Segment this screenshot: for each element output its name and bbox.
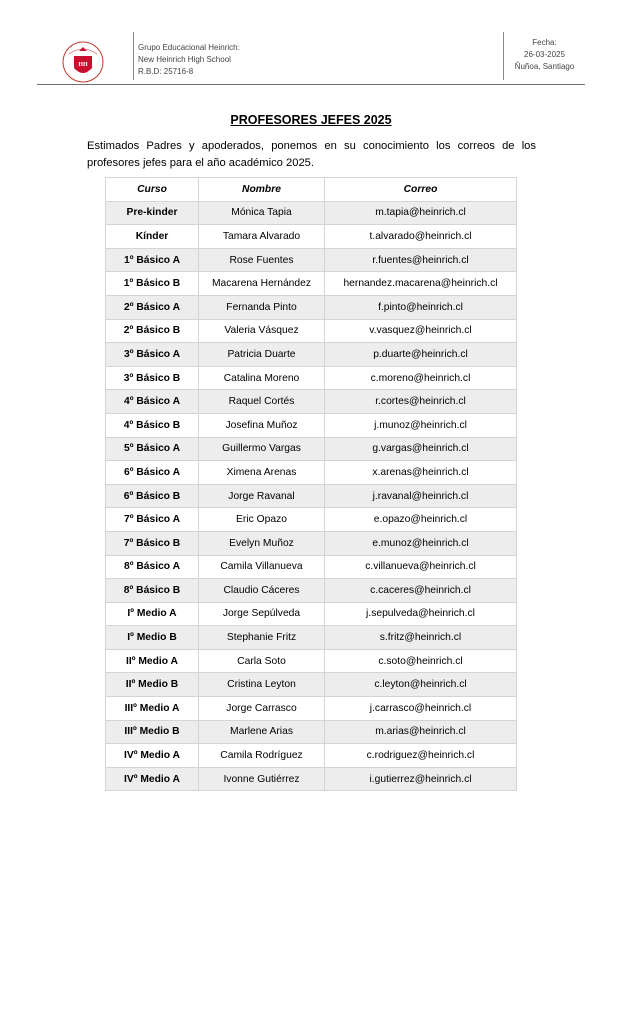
cell-curso: Pre-kinder bbox=[106, 201, 199, 225]
table-row bbox=[106, 649, 517, 673]
cell-correo: r.fuentes@heinrich.cl bbox=[325, 248, 517, 272]
cell-curso: 5º Básico A bbox=[106, 437, 199, 461]
cell-nombre: Evelyn Muñoz bbox=[199, 531, 325, 555]
table-row bbox=[106, 390, 517, 414]
table-row bbox=[106, 248, 517, 272]
cell-curso: IVº Medio A bbox=[106, 767, 199, 791]
table-row bbox=[106, 343, 517, 367]
table-row bbox=[106, 767, 517, 791]
cell-nombre: Raquel Cortés bbox=[199, 390, 325, 414]
svg-text:HH: HH bbox=[78, 62, 88, 68]
cell-curso: IIIº Medio A bbox=[106, 697, 199, 721]
cell-nombre: Fernanda Pinto bbox=[199, 295, 325, 319]
table-row bbox=[106, 461, 517, 485]
date-value: 26-03-2025 bbox=[524, 50, 565, 59]
cell-correo: v.vasquez@heinrich.cl bbox=[325, 319, 517, 343]
cell-curso: 1º Básico B bbox=[106, 272, 199, 296]
cell-nombre: Macarena Hernández bbox=[199, 272, 325, 296]
cell-nombre: Carla Soto bbox=[199, 649, 325, 673]
cell-curso: IVº Medio A bbox=[106, 744, 199, 768]
cell-nombre: Tamara Alvarado bbox=[199, 225, 325, 249]
cell-correo: c.soto@heinrich.cl bbox=[325, 649, 517, 673]
cell-nombre: Eric Opazo bbox=[199, 508, 325, 532]
cell-correo: c.leyton@heinrich.cl bbox=[325, 673, 517, 697]
cell-nombre: Marlene Arias bbox=[199, 720, 325, 744]
cell-nombre: Rose Fuentes bbox=[199, 248, 325, 272]
cell-correo: i.gutierrez@heinrich.cl bbox=[325, 767, 517, 791]
cell-nombre: Claudio Cáceres bbox=[199, 579, 325, 603]
cell-correo: f.pinto@heinrich.cl bbox=[325, 295, 517, 319]
cell-curso: Kínder bbox=[106, 225, 199, 249]
cell-curso: Iº Medio B bbox=[106, 626, 199, 650]
table-row bbox=[106, 555, 517, 579]
cell-curso: IIº Medio A bbox=[106, 649, 199, 673]
cell-correo: j.ravanal@heinrich.cl bbox=[325, 484, 517, 508]
cell-nombre: Jorge Ravanal bbox=[199, 484, 325, 508]
date-label: Fecha: bbox=[532, 38, 557, 47]
cell-nombre: Ivonne Gutiérrez bbox=[199, 767, 325, 791]
cell-nombre: Stephanie Fritz bbox=[199, 626, 325, 650]
cell-curso: 3º Básico B bbox=[106, 366, 199, 390]
table-row bbox=[106, 272, 517, 296]
cell-correo: j.carrasco@heinrich.cl bbox=[325, 697, 517, 721]
date-info bbox=[503, 32, 585, 80]
cell-curso: 6º Básico B bbox=[106, 484, 199, 508]
header-correo: Correo bbox=[325, 178, 517, 202]
document-header bbox=[37, 32, 585, 85]
cell-correo: p.duarte@heinrich.cl bbox=[325, 343, 517, 367]
table-row bbox=[106, 673, 517, 697]
page-title: PROFESORES JEFES 2025 bbox=[230, 113, 392, 127]
cell-correo: x.arenas@heinrich.cl bbox=[325, 461, 517, 485]
cell-nombre: Catalina Moreno bbox=[199, 366, 325, 390]
cell-curso: 2º Básico B bbox=[106, 319, 199, 343]
org-line-3: R.B.D: 25716-8 bbox=[138, 67, 194, 76]
cell-nombre: Ximena Arenas bbox=[199, 461, 325, 485]
header-nombre: Nombre bbox=[199, 178, 325, 202]
table-row bbox=[106, 531, 517, 555]
table-row bbox=[106, 366, 517, 390]
table-row bbox=[106, 626, 517, 650]
table-row bbox=[106, 484, 517, 508]
cell-curso: 6º Básico A bbox=[106, 461, 199, 485]
cell-nombre: Cristina Leyton bbox=[199, 673, 325, 697]
cell-nombre: Guillermo Vargas bbox=[199, 437, 325, 461]
org-line-1: Grupo Educacional Heinrich: bbox=[138, 43, 240, 52]
cell-curso: 2º Básico A bbox=[106, 295, 199, 319]
table-row bbox=[106, 508, 517, 532]
table-row bbox=[106, 319, 517, 343]
cell-correo: j.sepulveda@heinrich.cl bbox=[325, 602, 517, 626]
cell-correo: e.opazo@heinrich.cl bbox=[325, 508, 517, 532]
cell-correo: c.rodriguez@heinrich.cl bbox=[325, 744, 517, 768]
cell-nombre: Jorge Sepúlveda bbox=[199, 602, 325, 626]
location: Ñuñoa, Santiago bbox=[514, 62, 575, 71]
cell-curso: 8º Básico A bbox=[106, 555, 199, 579]
cell-correo: e.munoz@heinrich.cl bbox=[325, 531, 517, 555]
cell-curso: 7º Básico B bbox=[106, 531, 199, 555]
cell-curso: 3º Básico A bbox=[106, 343, 199, 367]
org-line-2: New Heinrich High School bbox=[138, 55, 231, 64]
cell-nombre: Patricia Duarte bbox=[199, 343, 325, 367]
table-row bbox=[106, 295, 517, 319]
cell-correo: m.tapia@heinrich.cl bbox=[325, 201, 517, 225]
cell-nombre: Josefina Muñoz bbox=[199, 413, 325, 437]
table-body bbox=[106, 201, 517, 791]
cell-correo: c.villanueva@heinrich.cl bbox=[325, 555, 517, 579]
table-row bbox=[106, 579, 517, 603]
cell-nombre: Camila Rodríguez bbox=[199, 744, 325, 768]
cell-curso: Iº Medio A bbox=[106, 602, 199, 626]
intro-paragraph: Estimados Padres y apoderados, ponemos en su conocimiento los correos de los profesores jefes para el año académico 2025. bbox=[87, 140, 536, 169]
cell-curso: IIIº Medio B bbox=[106, 720, 199, 744]
cell-correo: j.munoz@heinrich.cl bbox=[325, 413, 517, 437]
cell-correo: hernandez.macarena@heinrich.cl bbox=[325, 272, 517, 296]
cell-correo: g.vargas@heinrich.cl bbox=[325, 437, 517, 461]
cell-correo: r.cortes@heinrich.cl bbox=[325, 390, 517, 414]
table-row bbox=[106, 413, 517, 437]
table-row bbox=[106, 602, 517, 626]
school-logo bbox=[61, 40, 105, 84]
cell-nombre: Jorge Carrasco bbox=[199, 697, 325, 721]
organization-info bbox=[133, 32, 240, 80]
cell-nombre: Mónica Tapia bbox=[199, 201, 325, 225]
cell-curso: 1º Básico A bbox=[106, 248, 199, 272]
cell-curso: 4º Básico B bbox=[106, 413, 199, 437]
table-row bbox=[106, 201, 517, 225]
cell-curso: 4º Básico A bbox=[106, 390, 199, 414]
table-row bbox=[106, 225, 517, 249]
cell-nombre: Valeria Vásquez bbox=[199, 319, 325, 343]
cell-curso: IIº Medio B bbox=[106, 673, 199, 697]
table-row bbox=[106, 720, 517, 744]
table-header-row bbox=[106, 178, 517, 202]
cell-nombre: Camila Villanueva bbox=[199, 555, 325, 579]
cell-curso: 7º Básico A bbox=[106, 508, 199, 532]
cell-correo: s.fritz@heinrich.cl bbox=[325, 626, 517, 650]
table-row bbox=[106, 437, 517, 461]
cell-correo: m.arias@heinrich.cl bbox=[325, 720, 517, 744]
cell-correo: c.caceres@heinrich.cl bbox=[325, 579, 517, 603]
teachers-table bbox=[105, 177, 517, 791]
cell-correo: c.moreno@heinrich.cl bbox=[325, 366, 517, 390]
header-curso: Curso bbox=[106, 178, 199, 202]
table-row bbox=[106, 744, 517, 768]
cell-correo: t.alvarado@heinrich.cl bbox=[325, 225, 517, 249]
table-row bbox=[106, 697, 517, 721]
cell-curso: 8º Básico B bbox=[106, 579, 199, 603]
